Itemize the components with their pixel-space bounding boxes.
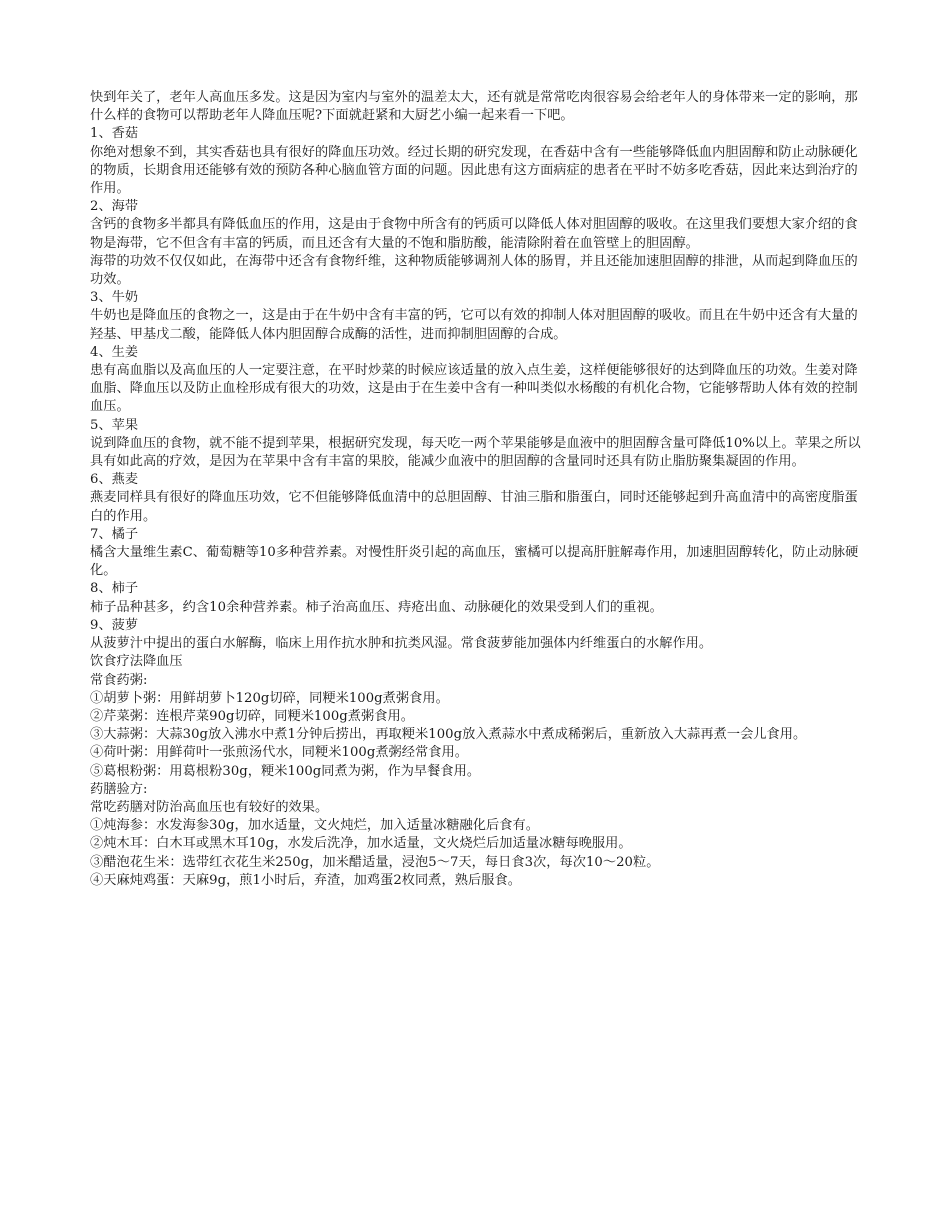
food-text-apple: 说到降血压的食物，就不能不提到苹果，根据研究发现，每天吃一两个苹果能够是血液中的胆固醇含量可降低10%以上。苹果之所以具有如此高的疗效，是因为在苹果中含有丰富的果胶，能减少血液中的胆固醇的含量同时还具有防止脂肪聚集凝固的作用。 xyxy=(90,435,861,470)
medicinal-item: ④天麻炖鸡蛋：天麻9g，煎1小时后，弃渣，加鸡蛋2枚同煮，熟后服食。 xyxy=(90,872,521,888)
medicinal-title: 药膳验方: xyxy=(90,781,148,797)
food-heading-kelp: 2、海带 xyxy=(90,199,139,215)
medicinal-item: ②炖木耳：白木耳或黑木耳10g，水发后洗净，加水适量，文火烧烂后加适量冰糖每晚服用。 xyxy=(90,836,632,852)
medicinal-item: ①炖海参：水发海参30g，加水适量，文火炖烂，加入适量冰糖融化后食有。 xyxy=(90,818,539,834)
porridge-title: 常食药粥: xyxy=(90,672,148,688)
porridge-item: ①胡萝卜粥：用鲜胡萝卜120g切碎，同粳米100g煮粥食用。 xyxy=(90,690,449,706)
food-heading-pineapple: 9、菠萝 xyxy=(90,617,139,633)
food-text-orange: 橘含大量维生素C、葡萄糖等10多种营养素。对慢性肝炎引起的高血压，蜜橘可以提高肝脏解毒作用，加速胆固醇转化，防止动脉硬化。 xyxy=(90,545,859,579)
food-text-pineapple: 从菠萝汁中提出的蛋白水解酶，临床上用作抗水肿和抗类风湿。常食菠萝能加强体内纤维蛋白的水解作用。 xyxy=(90,636,713,652)
food-heading-oats: 6、燕麦 xyxy=(90,472,139,488)
food-text-kelp-2: 海带的功效不仅仅如此，在海带中还含有食物纤维，这种物质能够调剂人体的肠胃，并且还能加速胆固醇的排泄，从而起到降血压的功效。 xyxy=(90,253,858,288)
diet-section-title: 饮食疗法降血压 xyxy=(90,654,183,670)
food-heading-apple: 5、苹果 xyxy=(90,417,139,433)
food-heading-orange: 7、橘子 xyxy=(90,526,139,542)
food-text-milk: 牛奶也是降血压的食物之一，这是由于在牛奶中含有丰富的钙，它可以有效的抑制人体对胆固醇的吸收。而且在牛奶中还含有大量的羟基、甲基戊二酸，能降低人体内胆固醇合成酶的活性，进而抑制胆固醇的合成。 xyxy=(90,308,858,342)
article-body xyxy=(90,89,865,890)
food-heading-mushroom: 1、香菇 xyxy=(90,126,139,142)
porridge-item: ④荷叶粥：用鲜荷叶一张煎汤代水，同粳米100g煮粥经常食用。 xyxy=(90,745,468,761)
porridge-item: ⑤葛根粉粥：用葛根粉30g，粳米100g同煮为粥，作为早餐食用。 xyxy=(90,763,481,779)
food-heading-ginger: 4、生姜 xyxy=(90,344,139,360)
medicinal-item: ③醋泡花生米：选带红衣花生米250g，加米醋适量，浸泡5～7天，每日食3次，每次10～20粒。 xyxy=(90,854,660,870)
intro-paragraph: 快到年关了，老年人高血压多发。这是因为室内与室外的温差太大，还有就是常常吃肉很容易会给老年人的身体带来一定的影响，那什么样的食物可以帮助老年人降血压呢?下面就赶紧和大厨艺小编一起来看一下吧。 xyxy=(90,90,858,124)
food-text-ginger: 患有高血脂以及高血压的人一定要注意，在平时炒菜的时候应该适量的放入点生姜，这样便能够很好的达到降血压的功效。生姜对降血脂、降血压以及防止血栓形成有很大的功效，这是由于在生姜中含有一种叫类似水杨酸的有机化合物，它能够帮助人体有效的控制血压。 xyxy=(90,363,858,415)
food-text-mushroom: 你绝对想象不到，其实香菇也具有很好的降血压功效。经过长期的研究发现，在香菇中含有一些能够降低血内胆固醇和防止动脉硬化的物质，长期食用还能够有效的预防各种心脑血管方面的问题。因此患有这方面病症的患者在平时不妨多吃香菇，因此来达到治疗的作用。 xyxy=(90,144,858,197)
food-text-persimmon: 柿子品种甚多，约含10余种营养素。柿子治高血压、痔疮出血、动脉硬化的效果受到人们的重视。 xyxy=(90,599,663,615)
food-heading-persimmon: 8、柿子 xyxy=(90,581,139,597)
food-text-kelp: 含钙的食物多半都具有降低血压的作用，这是由于食物中所含有的钙质可以降低人体对胆固醇的吸收。在这里我们要想大家介绍的食物是海带，它不但含有丰富的钙质，而且还含有大量的不饱和脂肪酸，能清除附着在血管壁上的胆固醇。 xyxy=(90,217,858,251)
porridge-item: ②芹菜粥：连根芹菜90g切碎，同粳米100g煮粥食用。 xyxy=(90,708,414,724)
medicinal-intro: 常吃药膳对防治高血压也有较好的效果。 xyxy=(90,799,329,815)
food-text-oats: 燕麦同样具有很好的降血压功效，它不但能够降低血清中的总胆固醇、甘油三脂和脂蛋白，同时还能够起到升高血清中的高密度脂蛋白的作用。 xyxy=(90,490,858,524)
food-heading-milk: 3、牛奶 xyxy=(90,290,139,306)
porridge-item: ③大蒜粥：大蒜30g放入沸水中煮1分钟后捞出，再取粳米100g放入煮蒜水中煮成稀粥后，重新放入大蒜再煮一会儿食用。 xyxy=(90,727,807,743)
